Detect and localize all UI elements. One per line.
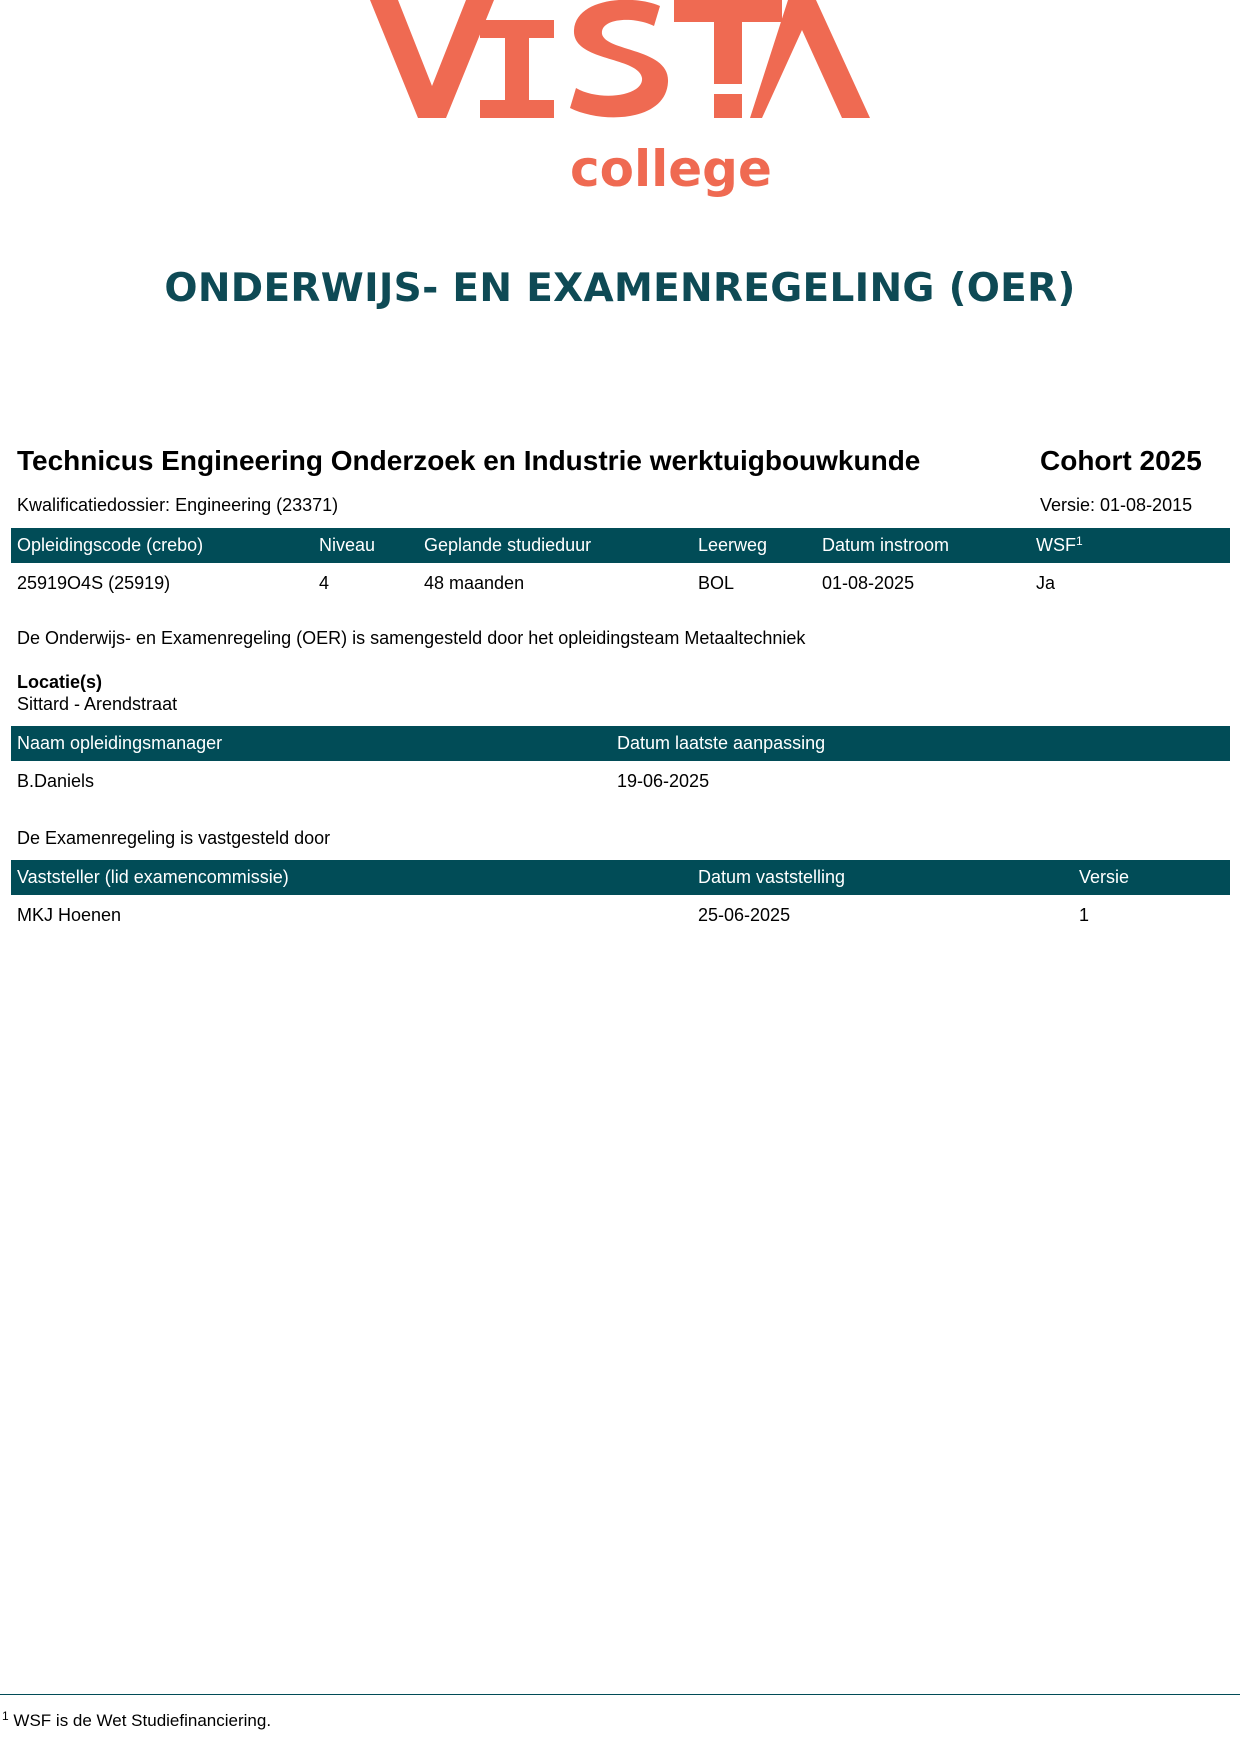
footnote-text: WSF is de Wet Studiefinanciering. (13, 1711, 272, 1730)
header-studieduur: Geplande studieduur (424, 535, 592, 555)
header-wsf-label: WSF (1036, 535, 1076, 555)
program-title: Technicus Engineering Onderzoek en Industrie werktuigbouwkunde (17, 445, 921, 476)
cell-leerweg: BOL (698, 573, 735, 593)
cell-datum-vaststelling: 25-06-2025 (698, 905, 791, 925)
logo-letter-v (370, 0, 494, 118)
header-vaststeller: Vaststeller (lid examencommissie) (17, 867, 289, 887)
cell-laatste-aanpassing: 19-06-2025 (617, 771, 710, 791)
header-opleidingsmanager: Naam opleidingsmanager (17, 733, 223, 753)
vastgesteld-text: De Examenregeling is vastgesteld door (17, 828, 331, 848)
header-opleidingscode: Opleidingscode (crebo) (17, 535, 204, 555)
cell-vaststeller: MKJ Hoenen (17, 905, 122, 925)
kwalificatiedossier: Kwalificatiedossier: Engineering (23371) (17, 495, 339, 515)
cell-niveau: 4 (319, 573, 330, 593)
opleiding-table-header (11, 528, 1230, 563)
cell-studieduur: 48 maanden (424, 573, 525, 593)
table-row (11, 563, 1230, 603)
opleiding-table (11, 528, 1230, 603)
header-datum-vaststelling: Datum vaststelling (698, 867, 846, 887)
header-laatste-aanpassing: Datum laatste aanpassing (617, 733, 826, 753)
locatie-label: Locatie(s) (17, 672, 103, 692)
logo-letter-i-bottom (480, 100, 554, 118)
header-datum-instroom: Datum instroom (822, 535, 950, 555)
manager-table-header (11, 726, 1230, 761)
header-leerweg: Leerweg (698, 535, 768, 555)
cohort-label: Cohort 2025 (1040, 445, 1202, 476)
footnote (2, 1711, 271, 1731)
wsf-footnote-ref: 1 (1076, 534, 1083, 548)
logo-letter-s (570, 0, 668, 117)
logo-letter-t-stem (714, 22, 742, 84)
logo-graphic (370, 0, 870, 210)
logo-subtext: college (570, 140, 772, 198)
cell-versie: 1 (1079, 905, 1090, 925)
table-row (11, 761, 1230, 801)
cell-wsf: Ja (1036, 573, 1056, 593)
vista-college-logo (370, 0, 870, 210)
manager-table (11, 726, 1230, 801)
cell-opleidingscode: 25919O4S (25919) (17, 573, 171, 593)
vaststelling-table-header (11, 860, 1230, 895)
table-row (11, 895, 1230, 935)
header-niveau: Niveau (319, 535, 376, 555)
document-title: ONDERWIJS- EN EXAMENREGELING (OER) (164, 266, 1076, 311)
logo-letter-t-bar (674, 0, 782, 22)
header-versie: Versie (1079, 867, 1130, 887)
logo-letter-i-stem (505, 38, 529, 100)
logo-letter-i-top (480, 20, 554, 38)
versie-label: Versie: 01-08-2015 (1040, 495, 1193, 515)
cell-datum-instroom: 01-08-2025 (822, 573, 915, 593)
vaststelling-table (11, 860, 1230, 935)
locatie-value: Sittard - Arendstraat (17, 694, 178, 714)
header-wsf (1036, 528, 1083, 563)
footnote-divider (0, 1694, 1240, 1695)
footnote-number: 1 (2, 1709, 9, 1723)
cell-opleidingsmanager: B.Daniels (17, 771, 95, 791)
logo-letter-t-dot (714, 94, 742, 118)
samengesteld-text: De Onderwijs- en Examenregeling (OER) is samengesteld door het opleidingsteam Metaaltechniek (17, 628, 806, 648)
